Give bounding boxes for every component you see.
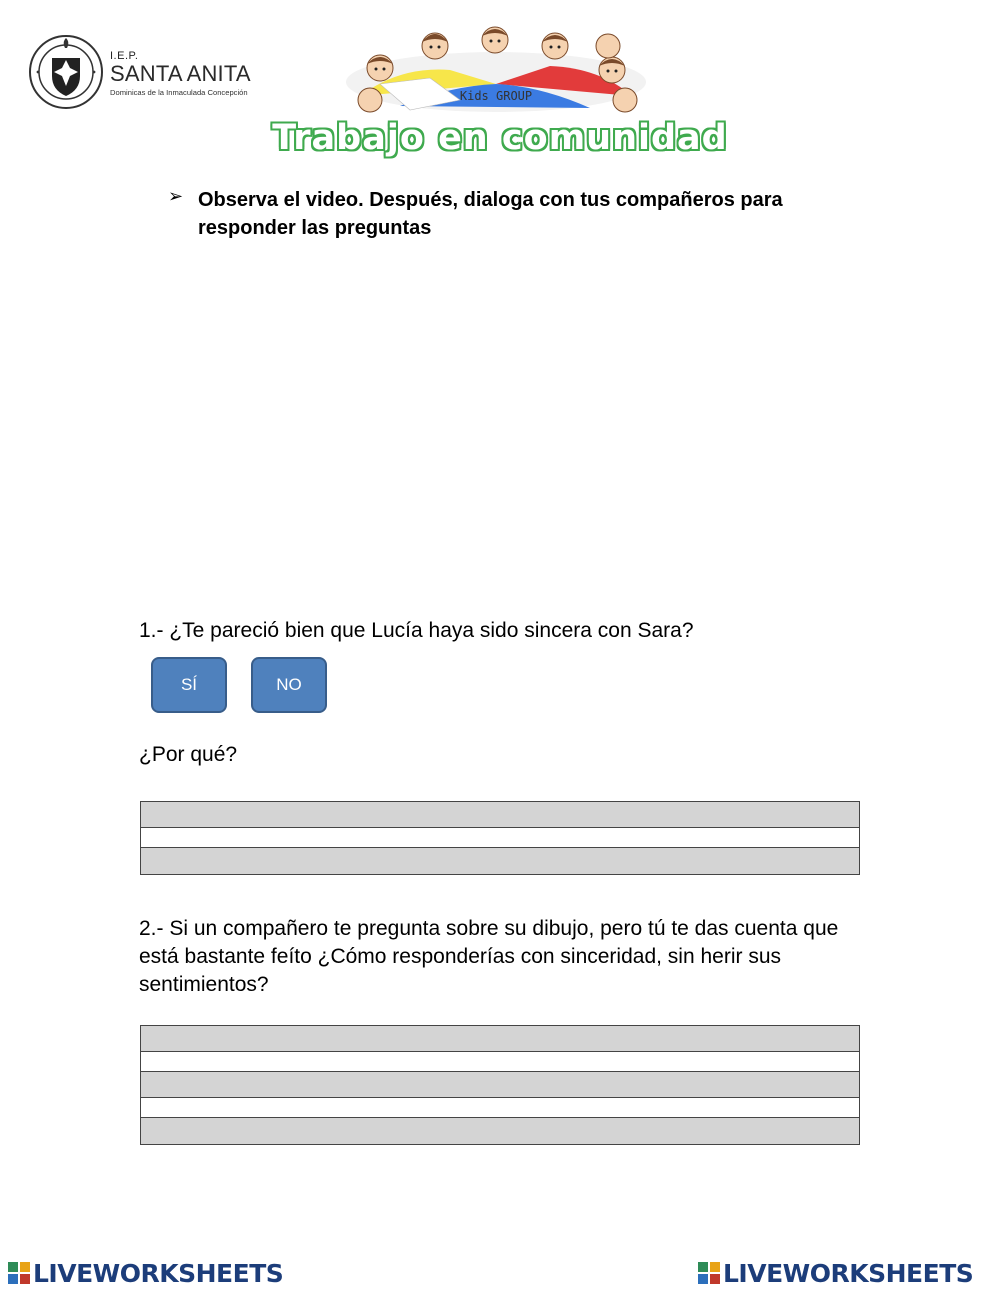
answer-1-gap: [141, 828, 859, 848]
video-area[interactable]: [140, 250, 860, 590]
question-2-text: 2.- Si un compañero te pregunta sobre su dibujo, pero tú te das cuenta que está bastante feíto ¿Cómo responderías con sinceridad, sin herir sus sentimientos?: [139, 917, 839, 996]
answer-2-gap-1: [141, 1052, 859, 1072]
question-1-text: 1.- ¿Te pareció bien que Lucía haya sido sincera con Sara?: [139, 619, 694, 642]
kids-group-illustration: [340, 26, 652, 116]
instruction-text: Observa el video. Después, dialoga con tus compañeros para responder las preguntas: [198, 189, 783, 239]
liveworksheets-brand-left: LIVEWORKSHEETS: [33, 1258, 284, 1288]
liveworksheets-logo-right[interactable]: [698, 1259, 973, 1287]
kids-group-label: Kids GROUP: [459, 89, 533, 103]
school-motto: Dominicas de la Inmaculada Concepción: [110, 88, 248, 97]
liveworksheets-blocks-icon: [8, 1262, 30, 1284]
school-logo: [28, 34, 268, 114]
liveworksheets-logo-left[interactable]: [8, 1259, 283, 1287]
school-name: SANTA ANITA: [110, 61, 251, 86]
answer-1-line-2[interactable]: [141, 848, 859, 874]
arrow-bullet-icon: ➢: [168, 186, 184, 206]
school-text: [110, 50, 251, 97]
answer-1-line-1[interactable]: [141, 802, 859, 828]
answer-1-box: [140, 801, 860, 875]
page-title: Trabajo en comunidad: [272, 118, 728, 158]
liveworksheets-brand-right: LIVEWORKSHEETS: [723, 1258, 974, 1288]
answer-2-gap-2: [141, 1098, 859, 1118]
answer-2-box: [140, 1025, 860, 1145]
liveworksheets-blocks-icon: [698, 1262, 720, 1284]
answer-si-button[interactable]: SÍ: [151, 657, 227, 713]
question-1-followup: ¿Por qué?: [139, 743, 238, 766]
school-prefix: I.E.P.: [110, 50, 139, 62]
answer-2-line-3[interactable]: [141, 1118, 859, 1144]
answer-2-line-2[interactable]: [141, 1072, 859, 1098]
answer-no-button[interactable]: NO: [251, 657, 327, 713]
answer-2-line-1[interactable]: [141, 1026, 859, 1052]
school-crest-icon: [28, 34, 104, 110]
